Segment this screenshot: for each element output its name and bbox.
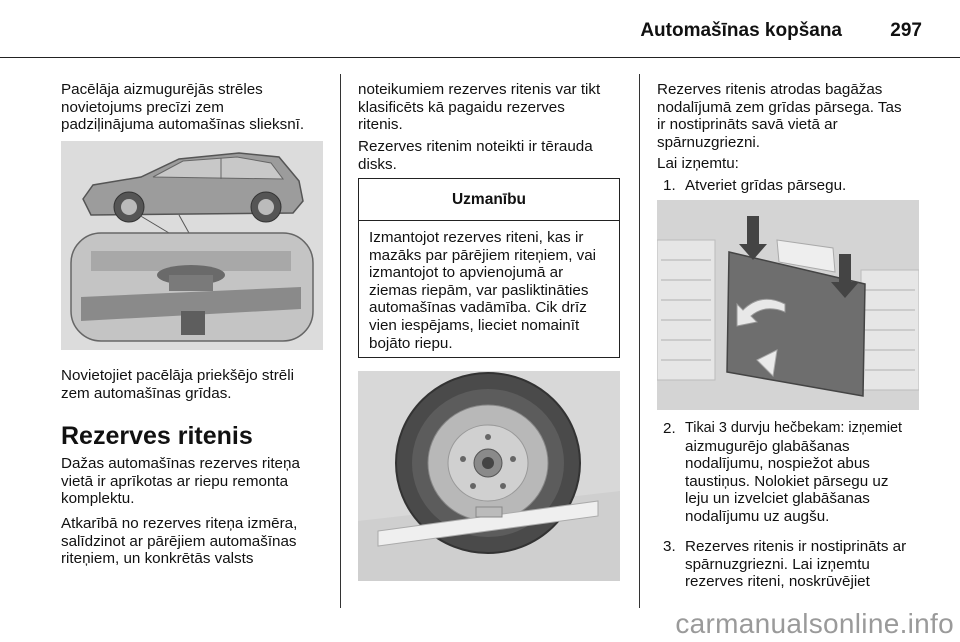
text-line: noteikumiem rezerves ritenis var tikt xyxy=(358,81,601,98)
spare-wheel-illustration xyxy=(358,371,620,581)
text-line: nodalījumu, nospiežot abus xyxy=(685,455,870,473)
text-line: salīdzinot ar pārējiem automašīnas xyxy=(61,532,297,550)
text-line: Tikai 3 durvju hečbekam: izņemiet xyxy=(685,420,903,436)
text-line: ziemas riepām, var pasliktināties xyxy=(369,281,589,299)
text-line: spārnuzgriezni. Lai izņemtu xyxy=(685,555,870,573)
col1-paragraph-2 xyxy=(61,515,336,568)
text-line: klasificēts kā pagaidu rezerves xyxy=(358,98,565,116)
text-line: Dažas automašīnas rezerves riteņa xyxy=(61,455,300,472)
text-line: vietā ir aprīkotas ar riepu remonta xyxy=(61,472,289,490)
text-line: disks. xyxy=(358,155,397,173)
page-number: 297 xyxy=(890,20,922,41)
col1-intro-paragraph xyxy=(61,81,336,134)
text-line: komplektu. xyxy=(61,490,135,508)
step-2 xyxy=(663,420,953,525)
text-line: Izmantojot rezerves riteni, kas ir xyxy=(369,229,584,246)
step-3 xyxy=(663,538,953,591)
text-line: spārnuzgriezni. xyxy=(657,133,760,151)
text-line: aizmugurējo glabāšanas xyxy=(685,437,850,455)
col1-paragraph-1 xyxy=(61,455,336,508)
text-line: padziļinājuma automašīnas slieksnī. xyxy=(61,116,305,134)
text-line: ir nostiprināts savā vietā ar xyxy=(657,116,838,134)
text-line: Atkarībā no rezerves riteņa izmēra, xyxy=(61,515,298,532)
col1-after-image-paragraph xyxy=(61,367,336,402)
step-text: Atveriet grīdas pārsegu. xyxy=(685,177,847,194)
text-line: riteņiem, un konkrētās valsts xyxy=(61,550,254,568)
text-line: rezerves riteni, noskrūvējiet xyxy=(685,573,870,591)
col3-paragraph-2: Lai izņemtu: xyxy=(657,155,739,172)
section-heading: Rezerves ritenis xyxy=(61,422,253,450)
page-header-title: Automašīnas kopšana xyxy=(640,20,842,41)
text-line: automašīnas vadāmība. Cik drīz xyxy=(369,299,587,317)
caution-body xyxy=(359,221,619,352)
caution-title: Uzmanību xyxy=(359,179,619,221)
column-divider-1 xyxy=(340,74,341,608)
text-line: nodalījumā zem grīdas pārsega. Tas xyxy=(657,98,902,116)
text-line: bojāto riepu. xyxy=(369,334,453,352)
text-line: taustiņus. Nolokiet pārsegu uz xyxy=(685,472,889,490)
text-line: nodalījumu uz augšu. xyxy=(685,507,830,525)
text-line: novietojums precīzi zem xyxy=(61,98,224,116)
step-1 xyxy=(663,177,943,195)
text-line: izmantojot to apvienojumā ar xyxy=(369,264,564,282)
floor-cover-illustration xyxy=(657,200,919,410)
col3-paragraph-1 xyxy=(657,81,947,151)
step-number: 1. xyxy=(663,177,676,194)
car-lift-illustration xyxy=(61,141,323,350)
header-divider xyxy=(0,57,960,58)
step-number: 3. xyxy=(663,538,676,555)
text-line: Novietojiet pacēlāja priekšējo strēli xyxy=(61,367,294,384)
col2-paragraph-2 xyxy=(358,138,633,173)
text-line: Pacēlāja aizmugurējās strēles xyxy=(61,81,263,98)
text-line: ritenis. xyxy=(358,116,403,134)
text-line: Rezerves ritenis atrodas bagāžas xyxy=(657,81,883,98)
text-line: Rezerves ritenim noteikti ir tērauda xyxy=(358,138,593,155)
caution-box xyxy=(358,178,620,358)
text-line: mazāks par pārējiem riteņiem, vai xyxy=(369,246,597,264)
text-line: zem automašīnas grīdas. xyxy=(61,384,232,402)
text-line: leju un izvelciet glabāšanas xyxy=(685,490,870,508)
col2-paragraph-1 xyxy=(358,81,633,134)
text-line: vien iespējams, lieciet nomainīt xyxy=(369,316,580,334)
watermark: carmanualsonline.info xyxy=(675,608,954,639)
column-divider-2 xyxy=(639,74,640,608)
text-line: Rezerves ritenis ir nostiprināts ar xyxy=(685,538,907,555)
step-number: 2. xyxy=(663,420,676,437)
